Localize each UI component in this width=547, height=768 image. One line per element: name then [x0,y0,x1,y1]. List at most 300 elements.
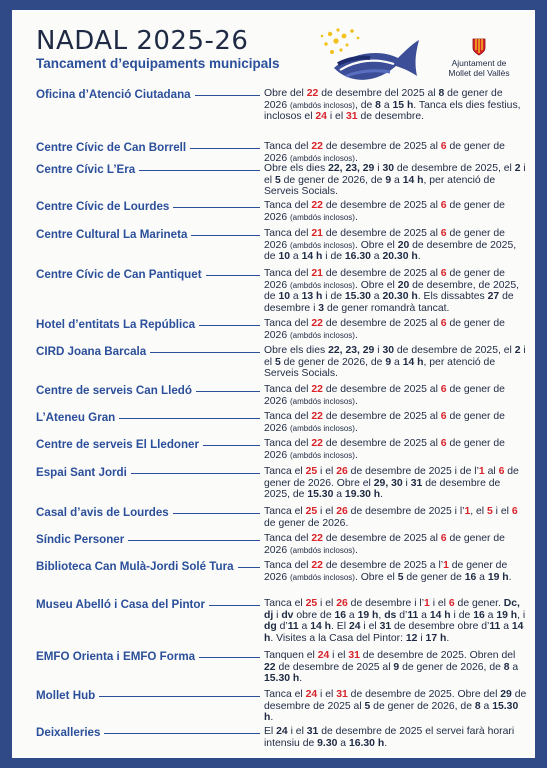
schedule-text: dv [281,609,294,621]
schedule-text: de desembre i [264,291,514,314]
schedule-text: a [500,621,512,633]
leader-line [238,567,260,568]
schedule-text: i el [326,111,347,123]
schedule-text: i [402,477,411,489]
closed-date: 6 [498,466,505,477]
schedule-text: a [370,251,383,263]
schedule-text: de desembre de 2025, de [264,477,501,501]
schedule-text: de gener de 2026 [264,533,505,556]
schedule-text: de gener de 2026. [264,517,349,529]
facility-name: Deixalleries [36,726,101,739]
schedule-text: de desembre de 2025 al [322,318,441,329]
schedule-text: 27 [487,291,500,303]
schedule-text: i el [317,598,337,609]
schedule-text: 31 [410,477,423,489]
schedule-text: 24 [276,726,288,737]
schedule-text: , i [517,609,526,621]
schedule-text: Tanca el [264,466,306,477]
closed-date: 6 [440,318,447,329]
schedule-text: 13 h [301,291,323,303]
leader-line [131,473,260,474]
page-subtitle: Tancament d’equipaments municipals [36,56,280,71]
schedule-text: 24 [348,621,361,633]
closed-date: 24 [305,689,318,700]
schedule-text: ds [384,609,397,621]
schedule-text: de desembre de 2025 al [322,438,441,449]
leader-line [199,657,260,658]
schedule-text: de desembre de 2025 al [322,384,441,395]
schedule-text: (ambdós inclosos) [290,423,355,433]
schedule-text: 16 [473,609,485,621]
schedule-text: 5 [274,356,281,368]
schedule-text: a [484,609,497,621]
schedule-text: i el [264,163,526,186]
closed-date: 6 [440,228,447,239]
schedule-text: , [378,609,385,621]
schedule-text: de gener de 2026, de [370,700,475,712]
council-name-line1: Ajuntament de [451,58,507,68]
schedule-text: a [346,609,358,621]
schedule-text: 8 [375,99,381,111]
schedule-text: . Obre el [354,571,398,583]
schedule-text: i el [429,598,449,609]
schedule-text: 19 h [357,609,379,621]
closed-date: 6 [440,268,447,279]
closed-date: 6 [440,384,447,395]
closed-date: 1 [478,466,485,477]
facility-schedule [264,466,528,501]
schedule-text: de desembre de 2025 i de l’ [347,466,479,477]
schedule-text: . El [331,621,349,633]
schedule-text: 5 [274,174,281,186]
schedule-text: 9 [385,174,392,186]
schedule-text: (ambdós inclosos) [290,212,355,222]
schedule-text: 14 h [301,251,323,263]
schedule-text: 19.30 h [344,489,381,501]
closed-date: 31 [346,111,358,123]
facility-schedule [264,141,528,164]
schedule-text: . [446,632,450,644]
facility-name: Espai Sant Jordi [36,466,127,479]
schedule-text: de gener de 2026, de [399,661,504,673]
closed-date: 22 [311,384,323,395]
schedule-text: 11 [287,621,299,633]
schedule-text: i de [450,609,474,621]
facility-schedule [264,318,528,341]
schedule-text: de desembre de 2025 al [275,661,394,673]
facility-name: Centre Cívic de Lourdes [36,200,170,213]
schedule-text: 14 h [264,621,524,644]
schedule-text: Tanca del [264,268,312,279]
facility-name: Centre Cívic L’Era [36,163,136,176]
closed-date: 6 [440,438,447,449]
schedule-text: de desembre de 2025 al [322,268,441,279]
schedule-text: Tanca del [264,200,312,211]
facility-name: Hotel d’entitats La República [36,318,196,331]
schedule-text: 8 [438,88,445,99]
schedule-text: Tanquen el [264,650,318,661]
facility-schedule [264,689,528,724]
schedule-text: 22 [264,661,276,673]
schedule-text: de gener romandrà tancat. [324,302,450,314]
facility-name: L’Ateneu Gran [36,411,116,424]
schedule-text: . [354,211,358,223]
schedule-text: de desembre de 2025 el servei farà horari intensiu de [264,726,515,749]
schedule-text: . Tanca els dies festius, inclosos el [264,99,521,123]
closed-date: 25 [305,466,318,477]
schedule-text: de gener de 2026 [264,228,505,251]
schedule-text: (ambdós inclosos) [290,396,355,406]
schedule-text: 9 [393,661,400,673]
leader-line [173,513,260,514]
schedule-text: 15 h [392,99,414,111]
schedule-text: a [290,251,302,263]
schedule-text: . Els dissabtes [417,291,488,303]
schedule-text: (ambdós inclosos) [290,240,355,250]
leader-line [128,540,260,541]
schedule-text: a [290,291,302,303]
schedule-text: d’ [276,621,288,633]
schedule-text: (ambdós inclosos) [290,545,355,555]
schedule-text: . Visites a la Casa del Pintor: [270,632,406,644]
schedule-text: 3 [318,302,325,314]
schedule-text: 9 [385,356,392,368]
leader-line [206,275,260,276]
schedule-text: El [264,726,277,737]
schedule-text: de desembre de 2025. Obre del [347,689,501,700]
facility-name: Museu Abelló i Casa del Pintor [36,598,205,611]
closed-date: 22 [311,411,323,422]
closed-date: 22 [311,200,323,211]
closed-date: 24 [317,650,330,661]
schedule-text: a [476,571,488,583]
schedule-text: a [391,174,403,186]
closed-date: 1 [424,598,430,609]
schedule-text: 30 [382,345,394,356]
schedule-text: obre de [293,609,335,621]
schedule-text: , per atenció de Serveis Socials. [264,174,496,198]
closed-date: 5 [487,506,493,517]
schedule-text: de desembre de 2025 i l’ [347,506,465,517]
leader-line [196,391,260,392]
schedule-text: i el [317,506,337,517]
leader-line [199,325,260,326]
schedule-text: i de [322,251,345,263]
facility-name: EMFO Orienta i EMFO Forma [36,650,196,663]
facility-schedule [264,650,528,685]
schedule-text: de gener de 2026 [264,384,505,407]
facility-name: Oficina d’Atenció Ciutadana [36,88,191,101]
schedule-text: a [380,99,393,111]
facility-schedule [264,345,528,380]
schedule-text: 16 [334,609,347,621]
schedule-text: . [354,152,358,164]
schedule-text: de gener de 2026 [264,438,505,461]
closed-date: 6 [511,506,518,517]
page-title: NADAL 2025-26 [36,26,249,56]
leader-line [150,352,260,353]
schedule-text: de gener de 2026 [264,411,505,434]
schedule-text: 22, 23, 29 [328,163,375,174]
closed-date: 25 [305,506,318,517]
schedule-text: Tanca del [264,533,312,544]
schedule-text: 31 [306,726,319,737]
closed-date: 22 [311,438,323,449]
schedule-text: a [370,291,383,303]
schedule-text: Tanca del [264,560,312,571]
facility-name: Centre Cultural La Marineta [36,228,188,241]
facility-schedule [264,560,528,583]
leader-line [173,207,260,208]
schedule-text: 5 [397,571,404,583]
schedule-text: de desembre de 2025, el [394,163,515,174]
closed-date: 21 [311,268,323,279]
schedule-text: , el [470,506,487,517]
closed-date: 6 [440,200,447,211]
schedule-text: . [299,673,303,685]
schedule-text: d’ [396,609,408,621]
schedule-text: 30 [382,163,394,174]
schedule-text: Tanca el [264,506,306,517]
schedule-sheet [12,10,535,758]
facility-schedule [264,200,528,223]
schedule-text: Dc, dj [264,598,520,621]
schedule-text: (ambdós inclosos) [290,450,355,460]
schedule-text: Tanca del [264,384,312,395]
schedule-text: i el [317,466,337,477]
schedule-text: 15.30 [307,489,334,501]
schedule-text: de desembre, de 2025, de [264,279,520,303]
schedule-text: (ambdós inclosos) [290,153,355,163]
schedule-text: 22, 23, 29 [328,345,375,356]
schedule-text: 16.30 [344,251,371,263]
schedule-text: de gener de [403,571,465,583]
schedule-text: i el [264,345,526,368]
facility-schedule [264,726,528,749]
schedule-text: 19 h [487,571,509,583]
schedule-text: a [337,737,349,749]
schedule-text: , de [354,99,376,111]
schedule-text: 12 [405,632,418,644]
facility-schedule [264,438,528,461]
schedule-text: Obre els dies [264,163,329,174]
schedule-text: . [417,251,421,263]
facility-schedule [264,88,528,123]
schedule-text: 16.30 h [348,737,385,749]
schedule-text: 2 [514,345,521,356]
schedule-text: (ambdós inclosos) [290,100,355,110]
facility-name: Casal d’avis de Lourdes [36,506,169,519]
closed-date: 22 [311,141,323,152]
schedule-text: . [354,422,358,434]
leader-line [99,696,260,697]
council-name-line2: Mollet del Vallès [448,68,510,78]
schedule-text: Tanca del [264,411,312,422]
schedule-text: i el [287,726,307,737]
facility-schedule [264,384,528,407]
schedule-text: de desembre de 2025 al [264,689,527,712]
leader-line [139,170,260,171]
schedule-text: de desembre de 2025 al [322,228,441,239]
schedule-text: 29, 30 [373,477,403,489]
council-logo [430,38,528,78]
schedule-text: . [384,737,388,749]
schedule-text: 20.30 h [382,251,418,263]
schedule-text: 20.30 h [382,291,418,303]
closed-date: 22 [306,88,319,99]
schedule-text: 14 h [402,174,424,186]
closed-date: 1 [464,506,471,517]
schedule-text: Tanca del [264,318,312,329]
schedule-text: . [270,712,274,724]
schedule-text: i [374,163,383,174]
closed-date: 6 [440,533,447,544]
council-shield-icon [472,38,486,56]
closed-date: 1 [443,560,449,571]
closed-date: 22 [311,560,323,571]
schedule-text: 11 [407,609,419,621]
facility-schedule [264,228,528,263]
closed-date: 6 [440,141,447,152]
closed-date: 25 [305,598,318,609]
schedule-text: . [354,449,358,461]
schedule-text: de gener de 2026 [264,318,505,341]
schedule-text: a [298,621,311,633]
schedule-text: . Obre el [354,279,398,291]
schedule-text: de gener de 2026 [264,268,505,291]
schedule-text: de gener de 2026 [264,141,505,164]
facility-schedule [264,533,528,556]
schedule-text: de gener de 2026 [264,88,503,111]
schedule-text: Obre del [264,88,307,99]
closed-date: 26 [336,598,348,609]
schedule-text: a [391,356,403,368]
schedule-text: a [333,489,345,501]
schedule-text: 9.30 [317,737,338,749]
schedule-text: de desembre del 2025 al [318,88,439,99]
schedule-text: 17 h [425,632,447,644]
schedule-text: Tanca del [264,438,312,449]
schedule-text: . [354,395,358,407]
facility-name: Biblioteca Can Mulà-Jordi Solé Tura [36,560,234,573]
facility-name: Centre Cívic de Can Borrell [36,141,187,154]
facility-name: CIRD Joana Barcala [36,345,147,358]
schedule-text: a [509,661,519,673]
schedule-text: 20 [397,239,410,251]
schedule-text: de desembre de 2025 al [322,200,441,211]
schedule-text: i de [322,291,345,303]
schedule-text: i [374,345,383,356]
closed-date: 22 [311,318,323,329]
leader-line [195,95,260,96]
schedule-text: (ambdós inclosos) [290,280,355,290]
schedule-text: i el [492,506,512,517]
schedule-text: Obre els dies [264,345,329,356]
schedule-text: Tanca del [264,141,312,152]
schedule-text: i el [317,689,337,700]
facility-name: Mollet Hub [36,689,96,702]
schedule-text: 15.30 [344,291,371,303]
schedule-text: . [380,489,384,501]
facility-name: Centre de serveis Can Lledó [36,384,192,397]
schedule-text: Tanca del [264,228,312,239]
schedule-text: 14 h [402,356,424,368]
schedule-text: . [354,544,358,556]
schedule-text: de desembre de 2025, el [394,345,515,356]
schedule-text: de gener de 2026 [264,560,508,583]
schedule-text: de desembre de 2025 a l’ [322,560,444,571]
schedule-text: Tanca el [264,598,306,609]
schedule-text: de desembre obre d’ [391,621,490,633]
closed-date: 6 [448,598,455,609]
closed-date: 6 [440,411,447,422]
schedule-text: 8 [503,661,510,673]
closed-date: 31 [336,689,348,700]
closed-date: 21 [311,228,323,239]
schedule-text: 8 [474,700,481,712]
leader-line [104,733,260,734]
schedule-text: de desembre. [357,111,425,123]
schedule-text: Tanca el [264,689,306,700]
schedule-text: i [273,609,282,621]
schedule-text: de gener. [454,598,504,609]
schedule-text: a [480,700,493,712]
schedule-text: 15.30 h [264,673,300,685]
schedule-text: . [508,571,512,583]
leader-line [191,235,260,236]
schedule-text: 10 [278,251,291,263]
schedule-text: 31 [379,621,392,633]
schedule-text: 11 [489,621,501,633]
closed-date: 31 [348,650,360,661]
schedule-text: al [484,466,499,477]
schedule-text: de desembre de 2025, de [264,239,517,263]
facility-name: Centre de serveis El Lledoner [36,438,200,451]
closed-date: 26 [336,466,348,477]
schedule-text: i el [360,621,380,633]
schedule-text: de desembre i l’ [347,598,425,609]
closed-date: 24 [315,111,327,123]
schedule-text: 14 h [429,609,451,621]
schedule-text: 15.30 h [264,700,519,724]
facility-schedule [264,598,528,644]
schedule-text: 20 [397,279,410,291]
schedule-text: 19 h [496,609,518,621]
schedule-text: i [417,632,426,644]
schedule-text: 10 [278,291,291,303]
leader-line [119,418,260,419]
schedule-text: 5 [364,700,371,712]
schedule-text: 29 [500,689,512,700]
facility-name: Síndic Personer [36,533,125,546]
schedule-text: 16 [464,571,477,583]
leader-line [203,445,260,446]
schedule-text: (ambdós inclosos) [290,330,355,340]
leader-line [190,148,260,149]
schedule-text: , per atenció de Serveis Socials. [264,356,496,380]
schedule-text: . [354,329,358,341]
schedule-text: de desembre de 2025 al [322,141,441,152]
closed-date: 26 [336,506,348,517]
closed-date: 22 [311,533,323,544]
facility-name: Centre Cívic de Can Pantiquet [36,268,202,281]
schedule-text: de gener de 2026, de [280,356,386,368]
facility-schedule [264,506,528,529]
schedule-text: 2 [514,163,521,174]
schedule-text: de desembre de 2025 al [322,533,441,544]
schedule-text: (ambdós inclosos) [290,572,355,582]
schedule-text: dg [264,621,277,633]
